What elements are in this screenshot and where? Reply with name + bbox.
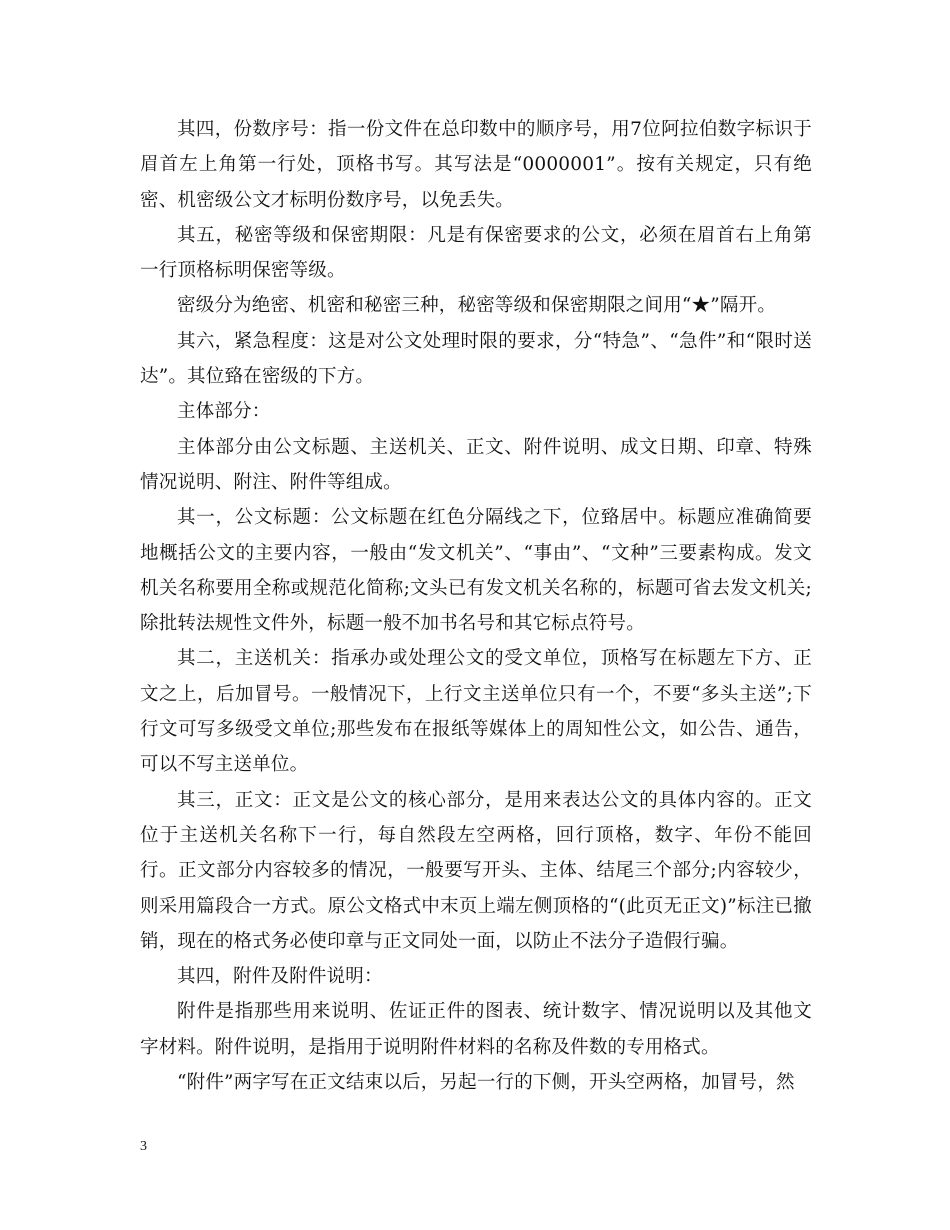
paragraph-copy-number: 其四，份数序号：指一份文件在总印数中的顺序号，用7位阿拉伯数字标识于眉首左上角第一行处，顶格书写。其写法是“0000001”。按有关规定，只有绝密、机密级公文才标明份数序号，以免丢失。 [140,119,812,211]
section-heading-main-body: 主体部分： [177,401,271,423]
paragraph-attachment-definition: 附件是指那些用来说明、佐证正件的图表、统计数字、情况说明以及其他文字材料。附件说明，是指用于说明附件材料的名称及件数的专用格式。 [140,1001,812,1058]
paragraph-classification-types: 密级分为绝密、机密和秘密三种，秘密等级和保密期限之间用“★”隔开。 [177,295,777,317]
paragraph-attachment-heading: 其四，附件及附件说明： [177,966,383,988]
paragraph-recipient: 其二，主送机关：指承办或处理公文的受文单位，顶格写在标题左下方、正文之上，后加冒号。一般情况下，上行文主送单位只有一个，不要“多头主送”;下行文可写多级受文单位;那些发布在报纸等媒体上的周知性公文，如公告、通告，可以不写主送单位。 [140,648,812,776]
body-text [140,112,812,1100]
paragraph-document-title: 其一，公文标题：公文标题在红色分隔线之下，位臵居中。标题应准确简要地概括公文的主要内容，一般由“发文机关”、“事由”、“文种”三要素构成。发文机关名称要用全称或规范化简称;文头已有发文机关名称的，标题可省去发文机关;除批转法规性文件外，标题一般不加书名号和其它标点符号。 [140,507,812,635]
paragraph-main-text: 其三，正文：正文是公文的核心部分，是用来表达公文的具体内容的。正文位于主送机关名称下一行，每自然段左空两格，回行顶格，数字、年份不能回行。正文部分内容较多的情况，一般要写开头、主体、结尾三个部分;内容较少，则采用篇段合一方式。原公文格式中末页上端左侧顶格的“(此页无正文)”标注已撤销，现在的格式务必使印章与正文同处一面，以防止不法分子造假行骗。 [140,789,812,952]
page-number: 3 [140,1139,147,1154]
paragraph-urgency: 其六，紧急程度：这是对公文处理时限的要求，分“特急”、“急件”和“限时送达”。其位臵在密级的下方。 [140,330,812,388]
paragraph-security-level: 其五，秘密等级和保密期限：凡是有保密要求的公文，必须在眉首右上角第一行顶格标明保密等级。 [140,224,812,282]
paragraph-main-body-components: 主体部分由公文标题、主送机关、正文、附件说明、成文日期、印章、特殊情况说明、附注、附件等组成。 [140,436,812,493]
paragraph-attachment-format: “附件”两字写在正文结束以后，另起一行的下侧，开头空两格，加冒号，然 [177,1072,795,1094]
